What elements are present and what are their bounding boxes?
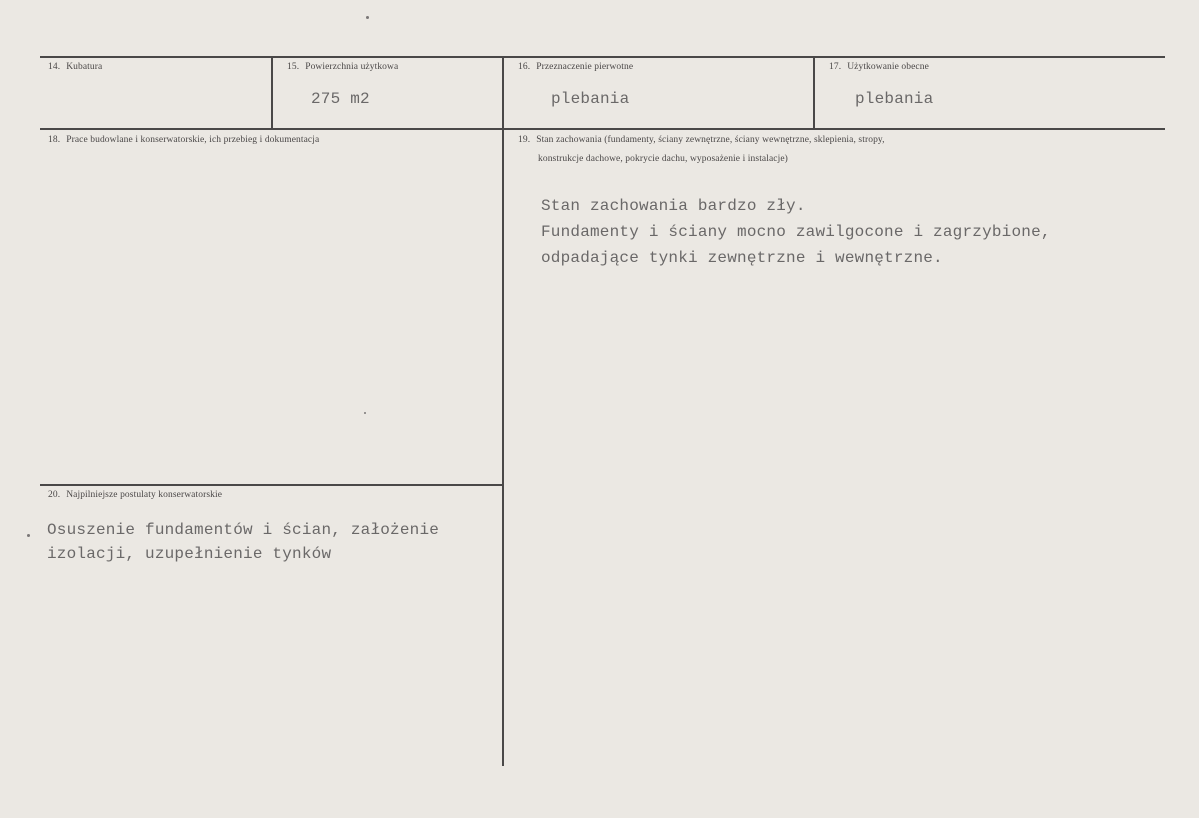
field-17-label: 17. Użytkowanie obecne xyxy=(829,62,929,72)
field-17-value: plebania xyxy=(855,90,934,108)
row-divider xyxy=(40,128,1165,130)
paper-speck xyxy=(364,412,366,414)
column-divider-16 xyxy=(502,56,504,766)
column-divider-15 xyxy=(271,56,273,130)
field-15-value: 275 m2 xyxy=(311,90,370,108)
paper-speck xyxy=(27,534,30,537)
field-19-value-line-3: odpadające tynki zewnętrzne i wewnętrzne. xyxy=(541,249,943,267)
field-15-label: 15. Powierzchnia użytkowa xyxy=(287,62,399,72)
field-16-value: plebania xyxy=(551,90,630,108)
field-18-label: 18. Prace budowlane i konserwatorskie, ich przebieg i dokumentacja xyxy=(48,135,320,145)
field-20-value-line-1: Osuszenie fundamentów i ścian, założenie xyxy=(47,521,440,539)
field-19-value-line-1: Stan zachowania bardzo zły. xyxy=(541,197,806,215)
field-14-label: 14. Kubatura xyxy=(48,62,103,72)
section-divider xyxy=(40,484,502,486)
field-19-value-line-2: Fundamenty i ściany mocno zawilgocone i zagrzybione, xyxy=(541,223,1051,241)
field-16-label: 16. Przeznaczenie pierwotne xyxy=(518,62,634,72)
field-20-value-line-2: izolacji, uzupełnienie tynków xyxy=(47,545,332,563)
field-19-label: 19. Stan zachowania (fundamenty, ściany zewnętrzne, ściany wewnętrzne, sklepienia, stropy, xyxy=(518,135,885,145)
field-20-label: 20. Najpilniejsze postulaty konserwatorskie xyxy=(48,490,223,500)
column-divider-17 xyxy=(813,56,815,130)
field-19-label-continued: konstrukcje dachowe, pokrycie dachu, wyposażenie i instalacje) xyxy=(538,154,788,164)
top-rule xyxy=(40,56,1165,58)
paper-speck xyxy=(366,16,369,19)
